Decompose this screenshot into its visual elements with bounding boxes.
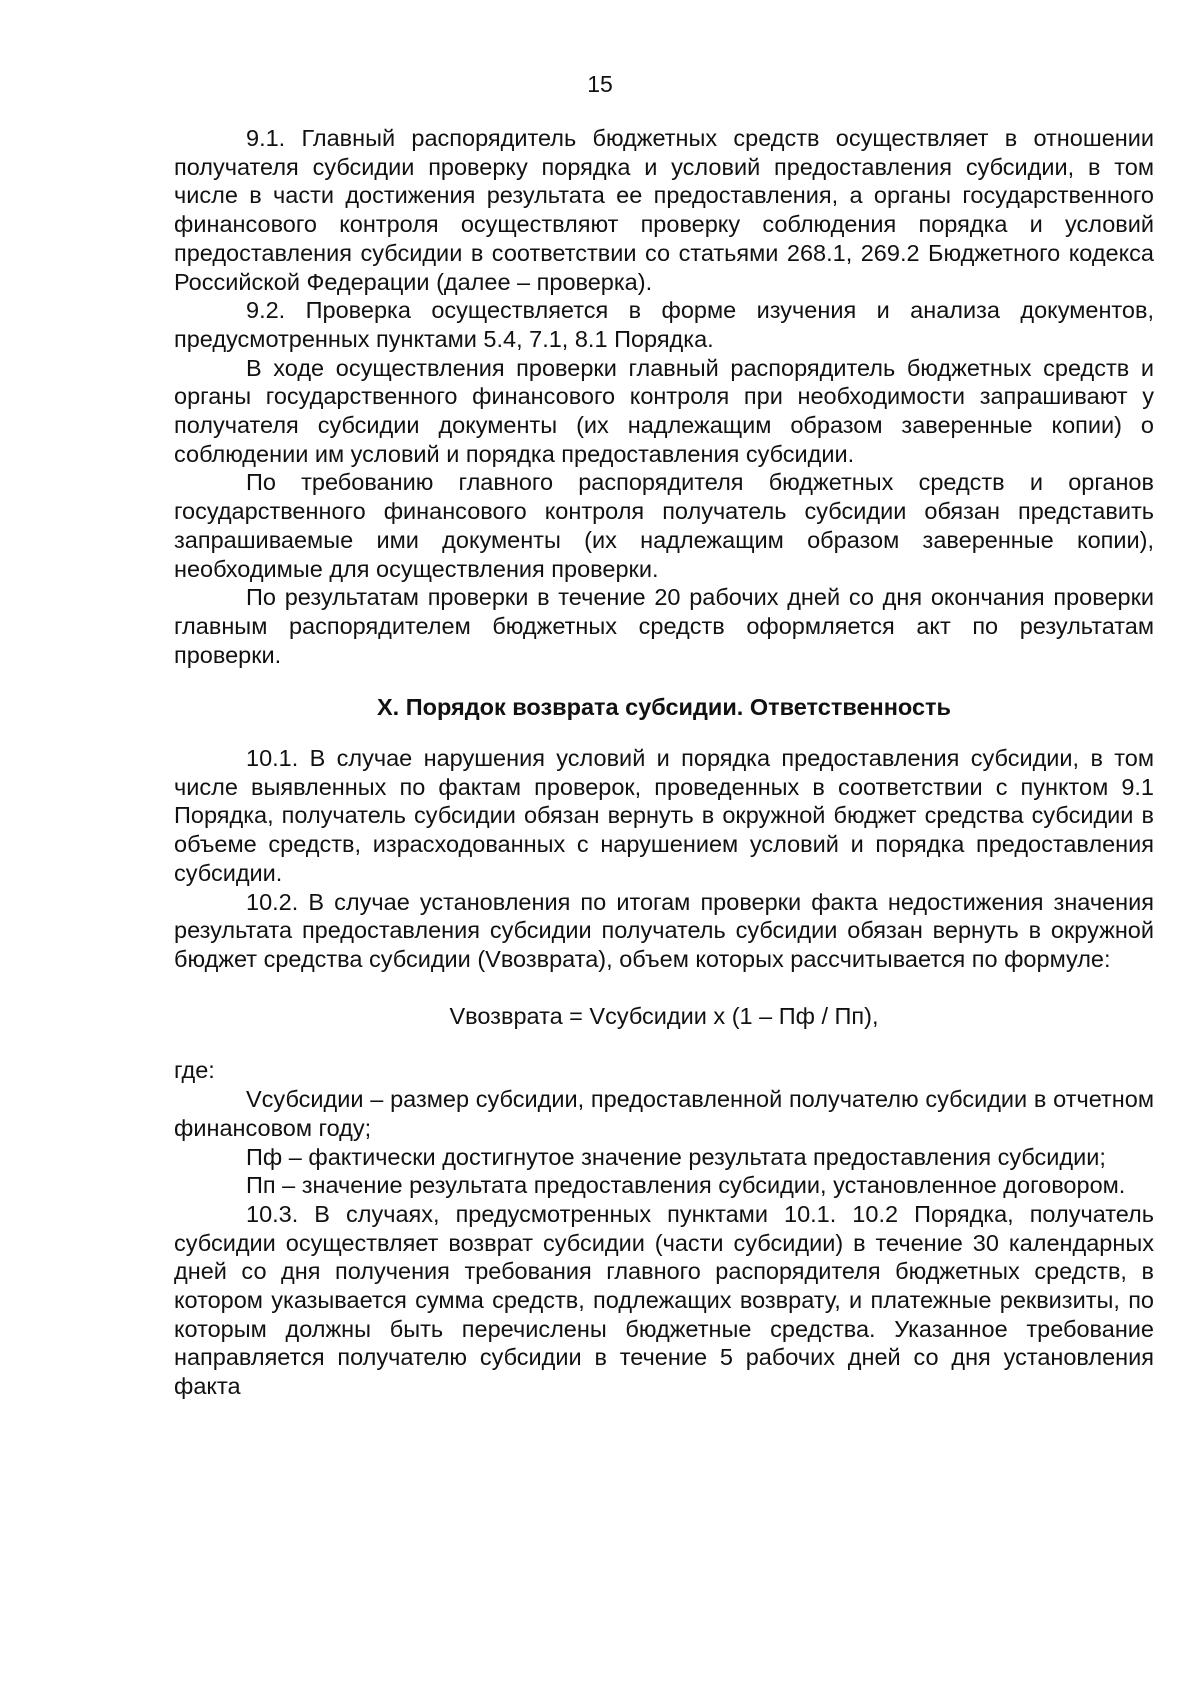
return-formula: Vвозврата = Vсубсидии x (1 – Пф / Пп), [449, 1002, 879, 1029]
paragraph-10-2: 10.2. В случае установления по итогам проверки факта недостижения значения результата предоставления субсидии получатель субсидии обязан вернуть в окружной бюджет средства субсидии (Vвозврата), объем которых рассчитывается по формуле: [174, 888, 1154, 972]
where-label: где: [174, 1057, 215, 1084]
document-body [174, 124, 1154, 1401]
paragraph-inspection-act: По результатам проверки в течение 20 рабочих дней со дня окончания проверки главным распорядителем бюджетных средств оформляется акт по результатам проверки. [174, 584, 1154, 668]
paragraph-10-3: 10.3. В случаях, предусмотренных пунктами 10.1. 10.2 Порядка, получатель субсидии осуществляет возврат субсидии (части субсидии) в течение 30 календарных дней со дня получения требования главного распорядителя бюджетных средств, в котором указывается сумма средств, подлежащих возврату, и платежные реквизиты, по которым должны быть перечислены бюджетные средства. Указанное требование направляется получателю субсидии в течение 5 рабочих дней со дня установления факта [174, 1200, 1154, 1400]
definition-pf: Пф – фактически достигнутое значение результата предоставления субсидии; [246, 1143, 1106, 1170]
section-heading: X. Порядок возврата субсидии. Ответственность [377, 694, 951, 721]
paragraph-10-1: 10.1. В случае нарушения условий и порядка предоставления субсидии, в том числе выявленных по фактам проверок, проведенных в соответствии с пунктом 9.1 Порядка, получатель субсидии обязан вернуть в окружной бюджет средства субсидии в объеме средств, израсходованных с нарушением условий и порядка предоставления субсидии. [174, 745, 1154, 886]
paragraph-document-submission: По требованию главного распорядителя бюджетных средств и органов государственного финансового контроля получатель субсидии обязан представить запрашиваемые ими документы (их надлежащим образом заверенные копии), необходимые для осуществления проверки. [174, 469, 1154, 582]
page-number: 15 [587, 71, 613, 97]
paragraph-9-1: 9.1. Главный распорядитель бюджетных средств осуществляет в отношении получателя субсидии проверку порядка и условий предоставления субсидии, в том числе в части достижения результата ее предоставления, а органы государственного финансового контроля осуществляют проверку соблюдения порядка и условий предоставления субсидии в соответствии со статьями 268.1, 269.2 Бюджетного кодекса Российской Федерации (далее – проверка). [174, 125, 1154, 295]
paragraph-inspection-requests: В ходе осуществления проверки главный распорядитель бюджетных средств и органы государственного финансового контроля при необходимости запрашивают у получателя субсидии документы (их надлежащим образом заверенные копии) о соблюдении им условий и порядка предоставления субсидии. [174, 354, 1154, 467]
definition-v-subsidy: Vсубсидии – размер субсидии, предоставленной получателю субсидии в отчетном финансовом году; [174, 1086, 1154, 1141]
definition-pp: Пп – значение результата предоставления субсидии, установленное договором. [246, 1172, 1126, 1199]
paragraph-9-2: 9.2. Проверка осуществляется в форме изучения и анализа документов, предусмотренных пунктами 5.4, 7.1, 8.1 Порядка. [174, 297, 1154, 352]
